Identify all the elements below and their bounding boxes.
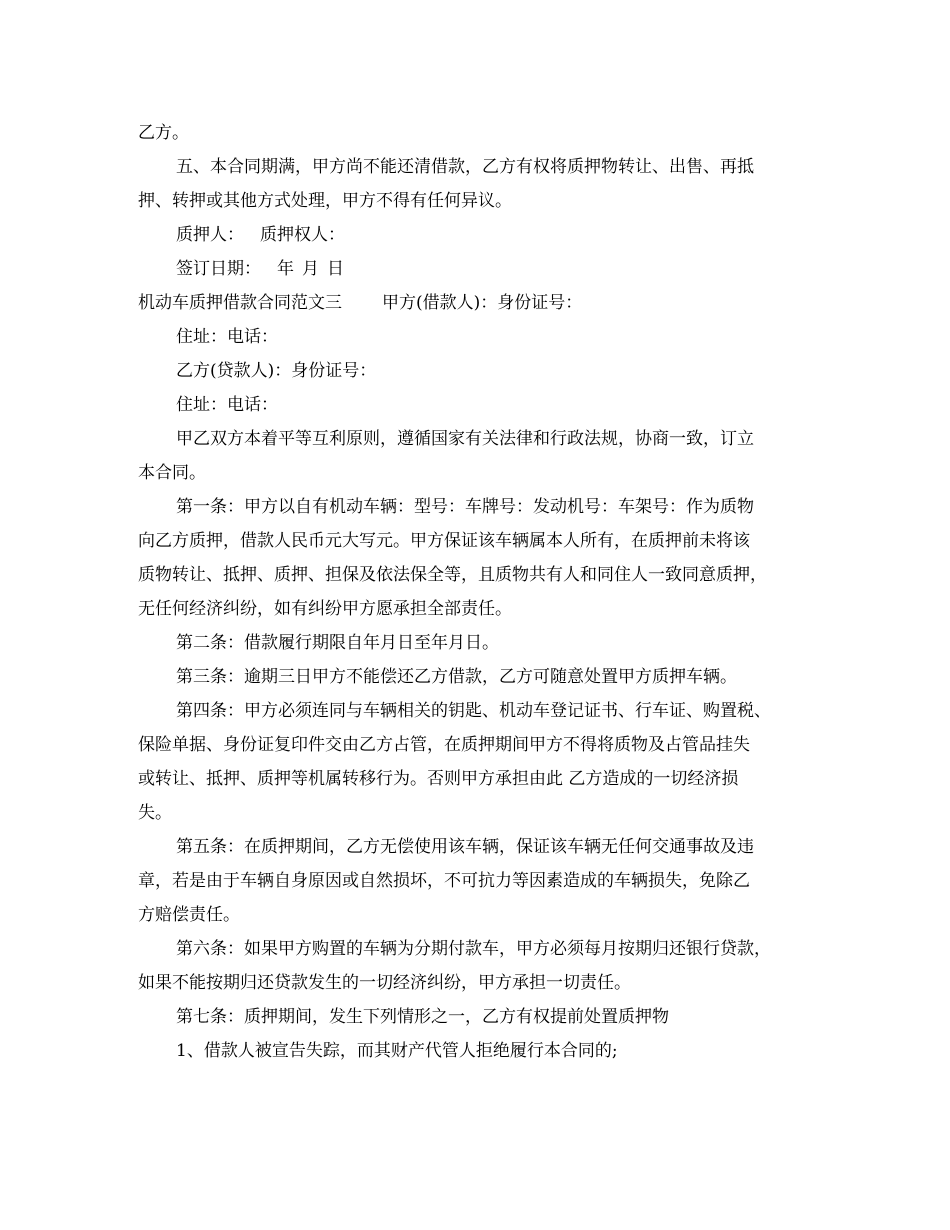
pledgee-label: 质押权人：	[260, 225, 345, 245]
clause-five-line-2: 押、转押或其他方式处理，甲方不得有任何异议。	[138, 191, 512, 211]
article-one-line-3: 质物转让、抵押、质押、担保及依法保全等，且质物共有人和同住人一致同意质押，	[138, 565, 767, 585]
article-four-line-4: 失。	[138, 803, 172, 823]
template-title: 机动车质押借款合同范文三	[138, 293, 342, 313]
year-label: 年	[277, 259, 294, 279]
signature-line	[176, 218, 345, 252]
preamble-line-2: 本合同。	[138, 463, 206, 483]
party-a-id-label: 甲方(借款人)：身份证号：	[382, 293, 583, 313]
clause-five-line-1: 五、本合同期满，甲方尚不能还清借款，乙方有权将质押物转让、出售、再抵	[176, 157, 754, 177]
pledgor-label: 质押人：	[176, 225, 244, 245]
preamble-line-1: 甲乙双方本着平等互利原则，遵循国家有关法律和行政法规，协商一致，订立	[176, 429, 754, 449]
article-five-line-1: 第五条：在质押期间，乙方无偿使用该车辆，保证该车辆无任何交通事故及违	[176, 837, 754, 857]
article-four-line-2: 保险单据、身份证复印件交由乙方占管，在质押期间甲方不得将质物及占管品挂失	[138, 735, 750, 755]
party-b-id-line: 乙方(贷款人)：身份证号：	[176, 361, 377, 381]
article-one-line-4: 无任何经济纠纷，如有纠纷甲方愿承担全部责任。	[138, 599, 512, 619]
template-title-line	[138, 286, 582, 320]
article-four-line-3: 或转让、抵押、质押等机属转移行为。否则甲方承担由此 乙方造成的一切经济损	[138, 769, 739, 789]
signing-date-line	[176, 252, 344, 286]
article-three-line: 第三条：逾期三日甲方不能偿还乙方借款，乙方可随意处置甲方质押车辆。	[176, 667, 737, 687]
party-b-address-line: 住址：电话：	[176, 395, 278, 415]
article-five-line-2: 章，若是由于车辆自身原因或自然损坏，不可抗力等因素造成的车辆损失，免除乙	[138, 871, 750, 891]
day-label: 日	[327, 259, 344, 279]
signing-date-label: 签订日期：	[176, 259, 261, 279]
article-seven-item-1: 1、借款人被宣告失踪，而其财产代管人拒绝履行本合同的;	[176, 1041, 618, 1061]
party-a-address-line: 住址：电话：	[176, 327, 278, 347]
article-four-line-1: 第四条：甲方必须连同与车辆相关的钥匙、机动车登记证书、行车证、购置税、	[176, 701, 771, 721]
article-one-line-2: 向乙方质押，借款人民币元大写元。甲方保证该车辆属本人所有，在质押前未将该	[138, 531, 750, 551]
month-label: 月	[302, 259, 319, 279]
article-two-line: 第二条：借款履行期限自年月日至年月日。	[176, 633, 499, 653]
article-seven-line: 第七条：质押期间，发生下列情形之一，乙方有权提前处置质押物	[176, 1007, 669, 1027]
article-one-line-1: 第一条：甲方以自有机动车辆：型号：车牌号：发动机号：车架号：作为质物	[176, 497, 754, 517]
article-six-line-2: 如果不能按期归还贷款发生的一切经济纠纷，甲方承担一切责任。	[138, 973, 631, 993]
text-line: 乙方。	[138, 123, 189, 143]
article-six-line-1: 第六条：如果甲方购置的车辆为分期付款车，甲方必须每月按期归还银行贷款，	[176, 939, 771, 959]
article-five-line-3: 方赔偿责任。	[138, 905, 240, 925]
